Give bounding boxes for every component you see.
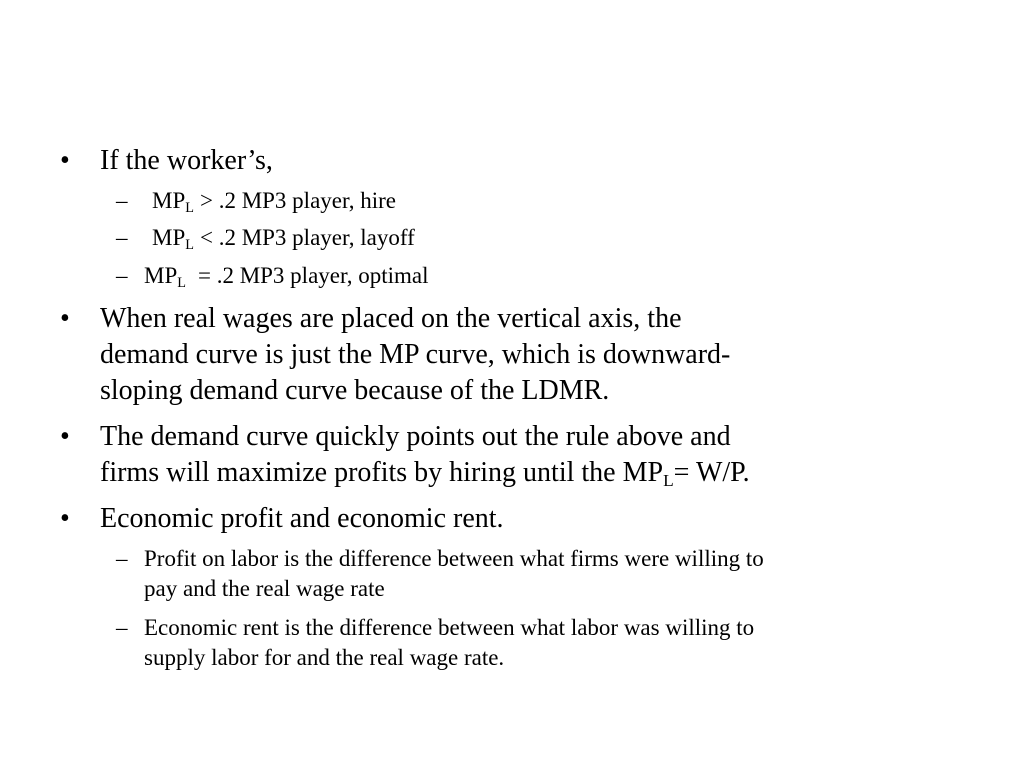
bullet-3-line-1: The demand curve quickly points out the rule above and [100, 421, 731, 452]
mp-subscript: L [663, 470, 674, 490]
bullet-1-marker: • [60, 145, 70, 176]
sub-bullet-5-marker: – [116, 615, 128, 640]
sub-bullet-1-marker: – [116, 188, 128, 213]
mp-label: MP [144, 263, 178, 288]
sub-bullet-4-line-1: Profit on labor is the difference between what firms were willing to [144, 546, 764, 571]
mp-subscript: L [177, 274, 186, 291]
sub-bullet-5-line-2: supply labor for and the real wage rate. [144, 645, 505, 670]
sub-bullet-3-rest: = .2 MP3 player, optimal [197, 263, 429, 288]
bullet-3-line-2 [100, 457, 750, 490]
bullet-2-line-1: When real wages are placed on the vertical axis, the [100, 303, 682, 334]
bullet-3-line-2-text: firms will maximize profits by hiring until the MP [100, 457, 664, 488]
sub-bullet-2-text [152, 225, 415, 253]
bullet-2-line-3: sloping demand curve because of the LDMR. [100, 375, 610, 406]
bullet-4-text: Economic profit and economic rent. [100, 503, 504, 534]
sub-bullet-2-rest: < .2 MP3 player, layoff [199, 225, 415, 250]
bullet-3-line-2-end: = W/P. [673, 457, 750, 488]
bullet-2-line-2: demand curve is just the MP curve, which is downward- [100, 339, 731, 370]
mp-subscript: L [185, 236, 194, 253]
sub-bullet-2-marker: – [116, 225, 128, 250]
mp-subscript: L [185, 199, 194, 216]
sub-bullet-4-marker: – [116, 546, 128, 571]
sub-bullet-1-text [152, 188, 396, 216]
sub-bullet-1-rest: > .2 MP3 player, hire [199, 188, 396, 213]
sub-bullet-4-line-2: pay and the real wage rate [144, 576, 385, 601]
bullet-2-marker: • [60, 303, 70, 334]
bullet-4-marker: • [60, 503, 70, 534]
bullet-3-marker: • [60, 421, 70, 452]
sub-bullet-3-text [144, 263, 429, 291]
sub-bullet-5-line-1: Economic rent is the difference between what labor was willing to [144, 615, 755, 640]
bullet-1-text: If the worker’s, [100, 145, 273, 176]
mp-label: MP [152, 188, 186, 213]
mp-label: MP [152, 225, 186, 250]
sub-bullet-3-marker: – [116, 263, 128, 288]
